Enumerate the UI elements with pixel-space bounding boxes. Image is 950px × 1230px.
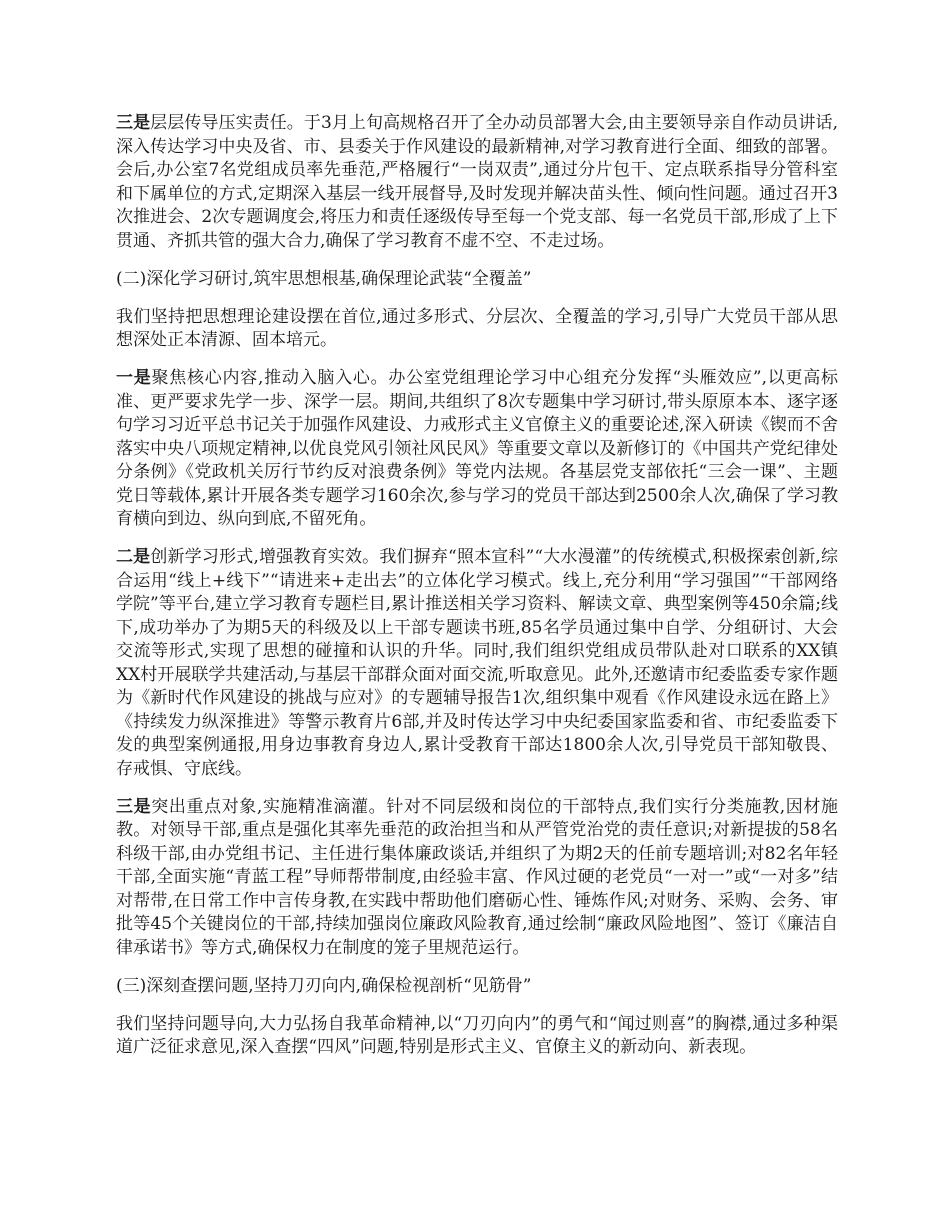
section-heading-2: (二)深化学习研讨,筑牢思想根基,确保理论武装“全覆盖” <box>116 268 532 289</box>
paragraph-text: 聚焦核心内容,推动入脑入心。办公室党组理论学习中心组充分发挥“头雁效应”,以更高标准、更严要求先学一步、深学一层。期间,共组织了8次专题集中学习研讨,带头原原本本、逐字逐句学习习近平总书记关于加强作风建设、力戒形式主义官僚主义的重要论述,深入研读《锲而不舍落实中央八项规定精神,以优良党风引领社风民风》等重要文章以及新修订的《中国共产党纪律处分条例》《党政机关厉行节约反对浪费条例》等党内法规。各基层党支部依托“三会一课”、主题党日等载体,累计开展各类专题学习160余次,参与学习的党员干部达到2500余人次,确保了学习教育横向到边、纵向到底,不留死角。 <box>116 368 838 529</box>
paragraph-responsibility <box>116 112 838 253</box>
paragraph-text: 我们坚持问题导向,大力弘扬自我革命精神,以“刀刃向内”的勇气和“闻过则喜”的胸襟,通过多种渠道广泛征求意见,深入查摆“四风”问题,特别是形式主义、官僚主义的新动向、新表现。 <box>116 1013 838 1057</box>
paragraph-lead: 二是 <box>116 547 151 567</box>
paragraph-point-1 <box>116 367 838 532</box>
paragraph-text: 我们坚持把思想理论建设摆在首位,通过多形式、分层次、全覆盖的学习,引导广大党员干部从思想深处正本清源、固本培元。 <box>116 306 838 350</box>
section-heading-3: (三)深刻查摆问题,坚持刀刃向内,确保检视剖析“见筋骨” <box>116 975 532 996</box>
paragraph-text: 突出重点对象,实施精准滴灌。针对不同层级和岗位的干部特点,我们实行分类施教,因材施教。对领导干部,重点是强化其率先垂范的政治担当和从严管党治党的责任意识;对新提拔的58名科级干部,由办党组书记、主任进行集体廉政谈话,并组织了为期2天的任前专题培训;对82名年轻干部,全面实施“青蓝工程”导师帮带制度,由经验丰富、作风过硬的老党员“一对一”或“一对多”结对帮带,在日常工作中言传身教,在实践中帮助他们磨砺心性、锤炼作风;对财务、采购、会务、审批等45个关键岗位的干部,持续加强岗位廉政风险教育,通过绘制“廉政风险地图”、签订《廉洁自律承诺书》等方式,确保权力在制度的笼子里规范运行。 <box>116 796 838 958</box>
paragraph-point-2 <box>116 546 838 781</box>
paragraph-intro-3 <box>116 1013 838 1060</box>
paragraph-lead: 三是 <box>116 796 152 817</box>
paragraph-text: 层层传导压实责任。于3月上旬高规格召开了全办动员部署大会,由主要领导亲自作动员讲话,深入传达学习中央及省、市、县委关于作风建设的最新精神,对学习教育进行全面、细致的部署。会后,办公室7名党组成员率先垂范,严格履行“一岗双责”,通过分片包干、定点联系指导分管科室和下属单位的方式,定期深入基层一线开展督导,及时发现并解决苗头性、倾向性问题。通过召开3次推进会、2次专题调度会,将压力和责任逐级传导至每一个党支部、每一名党员干部,形成了上下贯通、齐抓共管的强大合力,确保了学习教育不虚不空、不走过场。 <box>116 113 839 251</box>
paragraph-text: 创新学习形式,增强教育实效。我们摒弃“照本宣科”“大水漫灌”的传统模式,积极探索创新,综合运用“线上+线下”“请进来+走出去”的立体化学习模式。线上,充分利用“学习强国”“干部网络学院”等平台,建立学习教育专题栏目,累计推送相关学习资料、解读文章、典型案例等450余篇;线下,成功举办了为期5天的科级及以上干部专题读书班,85名学员通过集中自学、分组研讨、大会交流等形式,实现了思想的碰撞和认识的升华。同时,我们组织党组成员带队赴对口联系的XX镇XX村开展联学共建活动,与基层干部群众面对面交流,听取意见。此外,还邀请市纪委监委专家作题为《新时代作风建设的挑战与应对》的专题辅导报告1次,组织集中观看《作风建设永远在路上》《持续发力纵深推进》等警示教育片6部,并及时传达学习中央纪委国家监委和省、市纪委监委下发的典型案例通报,用身边事教育身边人,累计受教育干部达1800余人次,引导党员干部知敬畏、存戒惧、守底线。 <box>116 547 838 779</box>
paragraph-intro-2 <box>116 306 838 353</box>
paragraph-lead: 一是 <box>116 368 152 388</box>
paragraph-lead: 三是 <box>116 113 151 133</box>
paragraph-point-3 <box>116 796 838 961</box>
